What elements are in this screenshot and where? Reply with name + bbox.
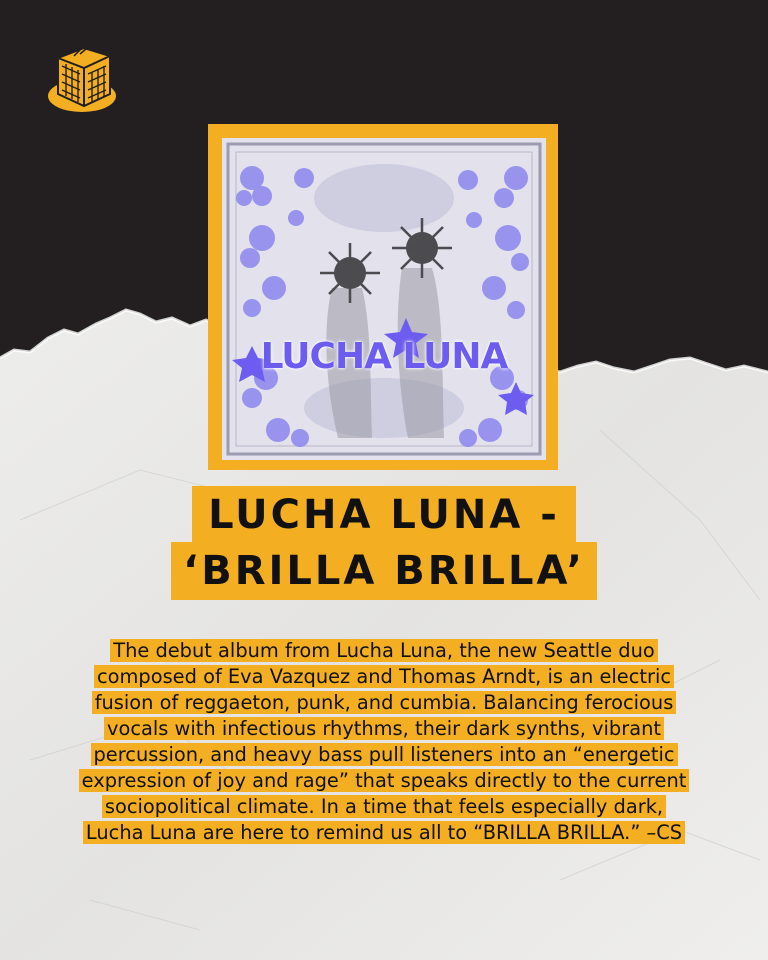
headline [0,486,768,600]
milk-crate-logo-icon [44,36,120,116]
album-cover [222,138,546,460]
album-cover-title: LUCHA LUNA [260,336,508,377]
album-artwork [222,138,546,460]
blurb-line: vocals with infectious rhythms, their dark synths, vibrant [104,717,664,740]
blurb-line: Lucha Luna are here to remind us all to “BRILLA BRILLA.” –CS [83,821,685,844]
blurb-line: The debut album from Lucha Luna, the new Seattle duo [110,639,658,662]
blurb-line: fusion of reggaeton, punk, and cumbia. Balancing ferocious [92,691,677,714]
headline-line-2: ‘BRILLA BRILLA’ [171,542,597,600]
blurb-line: percussion, and heavy bass pull listeners into an “energetic [91,743,678,766]
blurb-line: expression of joy and rage” that speaks directly to the current [79,769,690,792]
headline-line-1: LUCHA LUNA - [192,486,576,544]
review-blurb [62,638,706,846]
blurb-line: sociopolitical climate. In a time that feels especially dark, [102,795,666,818]
blurb-line: composed of Eva Vazquez and Thomas Arndt, is an electric [94,665,674,688]
